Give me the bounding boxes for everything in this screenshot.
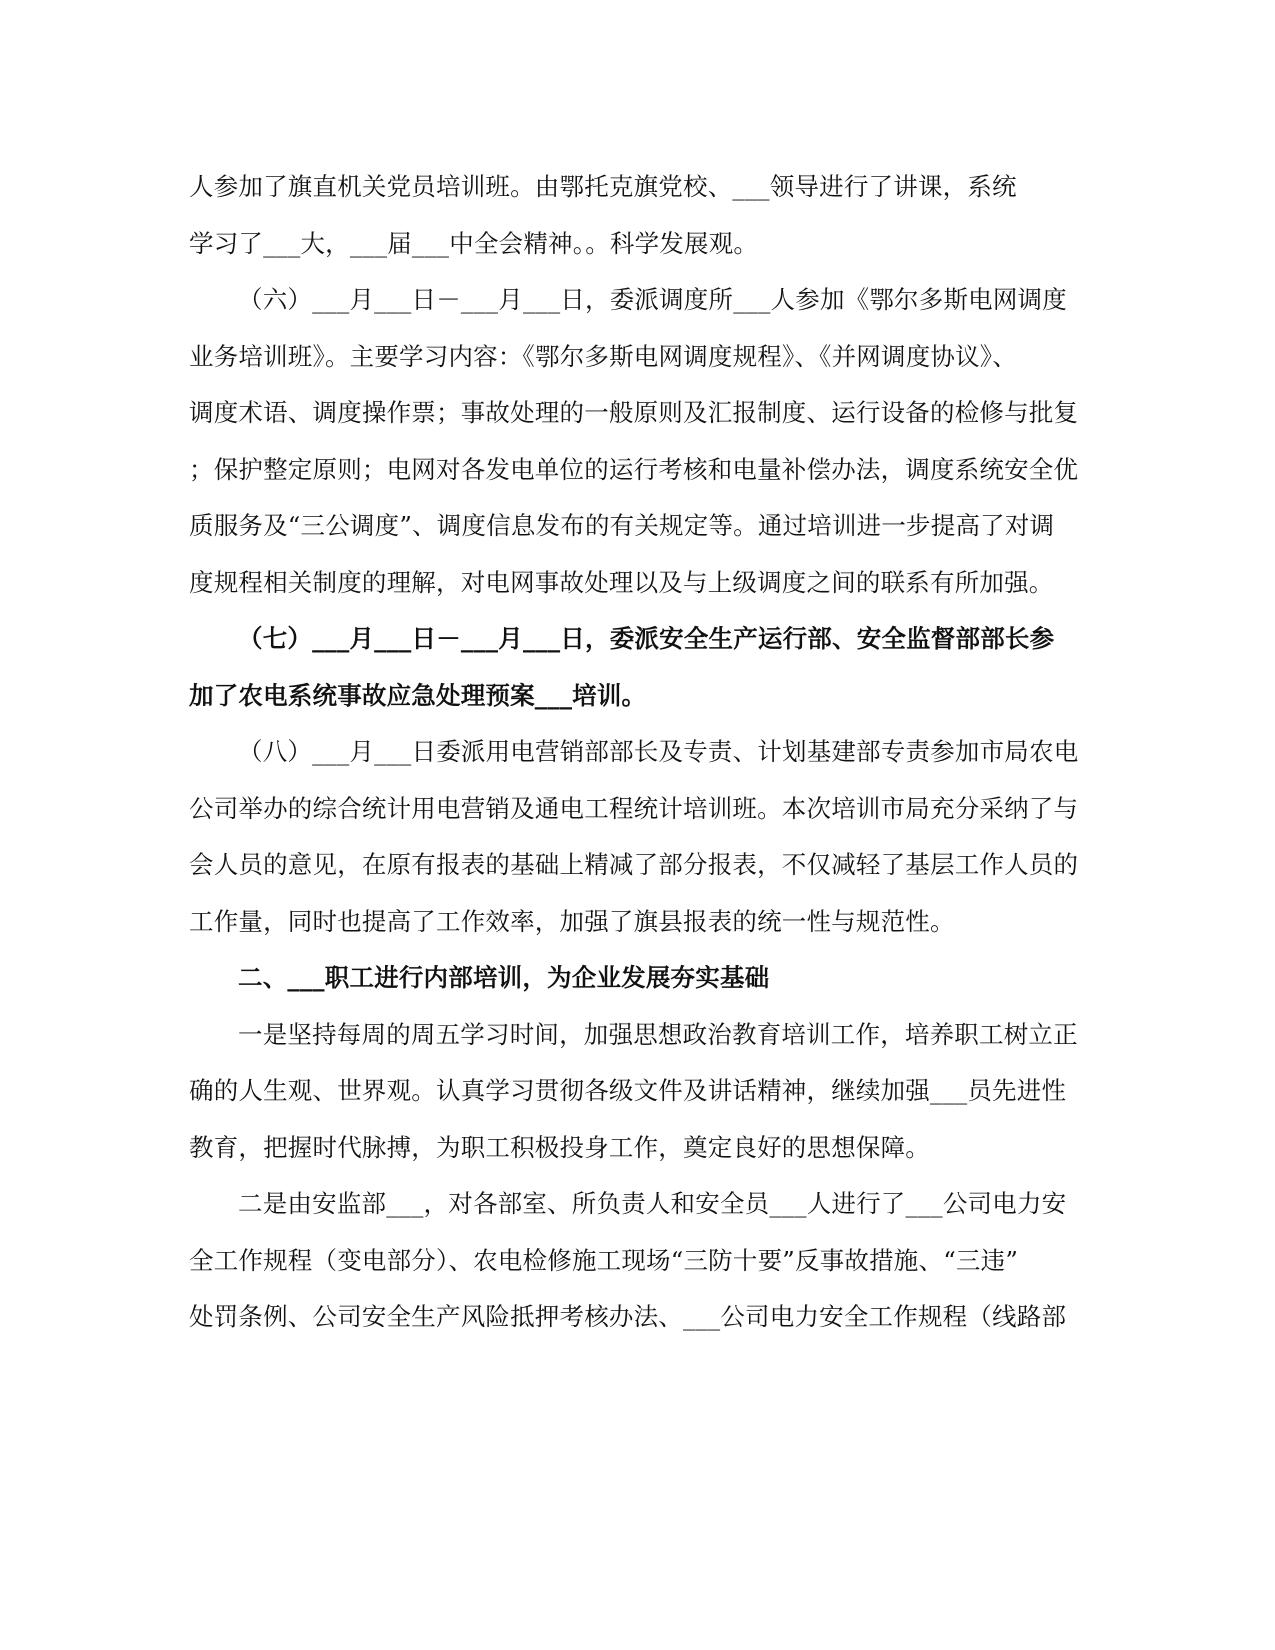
paragraph-line: 工作量，同时也提高了工作效率，加强了旗县报表的统一性与规范性。 [189,907,955,936]
paragraph-line-bold: （七）___月___日－___月___日，委派安全生产运行部、安全监督部部长参 [238,624,1055,653]
paragraph-line: 处罚条例、公司安全生产风险抵押考核办法、___公司电力安全工作规程（线路部 [189,1302,1067,1331]
paragraph-line: 一是坚持每周的周五学习时间，加强思想政治教育培训工作，培养职工树立正 [238,1020,1078,1049]
section-heading: 二、___职工进行内部培训，为企业发展夯实基础 [238,963,770,992]
paragraph-line: ；保护整定原则；电网对各发电单位的运行考核和电量补偿办法，调度系统安全优 [189,455,1079,484]
paragraph-line: （八）___月___日委派用电营销部部长及专责、计划基建部专责参加市局农电 [238,737,1079,766]
paragraph-line: 调度术语、调度操作票；事故处理的一般原则及汇报制度、运行设备的检修与批复 [189,398,1079,427]
paragraph-line: 教育，把握时代脉搏，为职工积极投身工作，奠定良好的思想保障。 [189,1133,930,1162]
paragraph-line-bold: 加了农电系统事故应急处理预案___培训。 [189,681,647,710]
paragraph-line: 度规程相关制度的理解，对电网事故处理以及与上级调度之间的联系有所加强。 [189,568,1054,597]
paragraph-line: 业务培训班》。主要学习内容：《鄂尔多斯电网调度规程》、《并网调度协议》、 [189,342,1017,371]
paragraph-line: 二是由安监部___，对各部室、所负责人和安全员___人进行了___公司电力安 [238,1189,1067,1218]
paragraph-line: 质服务及“三公调度”、调度信息发布的有关规定等。通过培训进一步提高了对调 [189,511,1055,540]
paragraph-line: （六）___月___日－___月___日，委派调度所___人参加《鄂尔多斯电网调度 [238,285,1067,314]
paragraph-line: 确的人生观、世界观。认真学习贯彻各级文件及讲话精神，继续加强___员先进性 [189,1076,1067,1105]
paragraph-line: 公司举办的综合统计用电营销及通电工程统计培训班。本次培训市局充分采纳了与 [189,794,1079,823]
paragraph-line: 人参加了旗直机关党员培训班。由鄂托克旗党校、___领导进行了讲课，系统 [189,172,1017,201]
paragraph-line: 全工作规程（变电部分）、农电检修施工现场“三防十要”反事故措施、“三违” [189,1246,1019,1275]
paragraph-line: 学习了___大，___届___中全会精神。。科学发展观。 [189,229,759,258]
paragraph-line: 会人员的意见，在原有报表的基础上精减了部分报表，不仅减轻了基层工作人员的 [189,850,1079,879]
